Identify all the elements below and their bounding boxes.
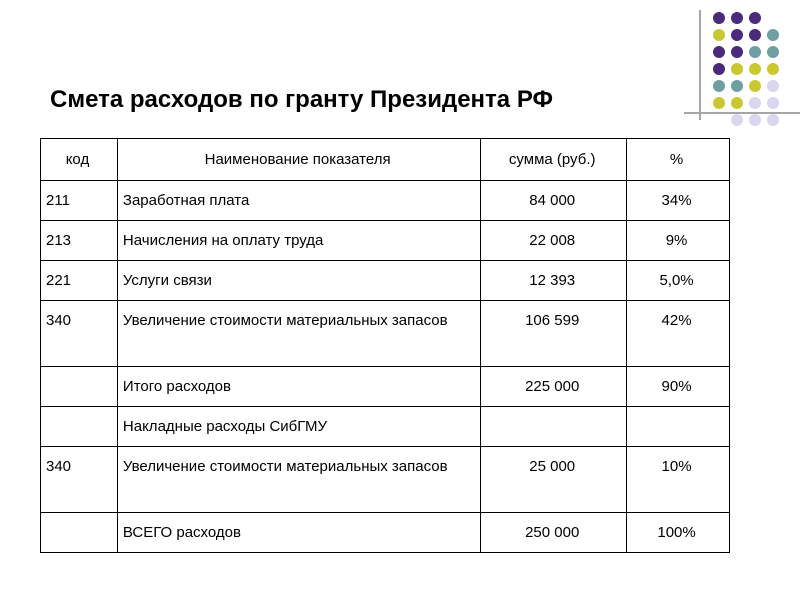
row-name: Увеличение стоимости материальных запасов: [117, 447, 480, 513]
decorative-horizontal-line: [684, 112, 800, 114]
decor-dot: [713, 63, 725, 75]
row-sum: 25 000: [481, 447, 627, 513]
table-row: [41, 301, 730, 367]
row-percent: 5,0%: [627, 261, 730, 301]
decor-dot: [713, 97, 725, 109]
row-code: [41, 407, 118, 447]
row-name: Заработная плата: [117, 181, 480, 221]
decor-dot: [767, 29, 779, 41]
decor-dot: [767, 97, 779, 109]
row-name: ВСЕГО расходов: [117, 513, 480, 553]
row-percent: 90%: [627, 367, 730, 407]
page-title: Смета расходов по гранту Президента РФ: [50, 86, 553, 113]
table-total-row: [41, 513, 730, 553]
row-sum: 12 393: [481, 261, 627, 301]
decor-dot: [767, 80, 779, 92]
row-name: Увеличение стоимости материальных запасов: [117, 301, 480, 367]
row-sum: 22 008: [481, 221, 627, 261]
decor-dot: [731, 12, 743, 24]
table-subtotal-row: [41, 367, 730, 407]
table-row: [41, 221, 730, 261]
row-name: Начисления на оплату труда: [117, 221, 480, 261]
header-name: Наименование показателя: [117, 139, 480, 181]
row-percent: 42%: [627, 301, 730, 367]
row-percent: 100%: [627, 513, 730, 553]
row-code: 340: [41, 447, 118, 513]
decor-dot: [713, 12, 725, 24]
row-code: 340: [41, 301, 118, 367]
decor-dot: [731, 29, 743, 41]
table-header-row: [41, 139, 730, 181]
row-percent: 10%: [627, 447, 730, 513]
table-row: [41, 407, 730, 447]
header-sum: сумма (руб.): [481, 139, 627, 181]
decor-dot: [749, 63, 761, 75]
decor-dot: [749, 114, 761, 126]
decorative-vertical-line: [699, 10, 701, 120]
decor-dot: [731, 80, 743, 92]
row-name: Накладные расходы СибГМУ: [117, 407, 480, 447]
row-code: [41, 367, 118, 407]
row-code: 213: [41, 221, 118, 261]
decor-dot: [731, 63, 743, 75]
decor-dot: [749, 29, 761, 41]
decor-dot: [731, 97, 743, 109]
row-sum: 84 000: [481, 181, 627, 221]
decor-dot: [731, 114, 743, 126]
row-name: Итого расходов: [117, 367, 480, 407]
header-code: код: [41, 139, 118, 181]
table-row: [41, 447, 730, 513]
decor-dot: [749, 97, 761, 109]
row-sum: 106 599: [481, 301, 627, 367]
row-code: 211: [41, 181, 118, 221]
decor-dot: [767, 114, 779, 126]
row-sum: [481, 407, 627, 447]
decor-dot: [713, 80, 725, 92]
row-percent: 9%: [627, 221, 730, 261]
row-sum: 225 000: [481, 367, 627, 407]
header-percent: %: [627, 139, 730, 181]
decor-dot: [731, 46, 743, 58]
row-name: Услуги связи: [117, 261, 480, 301]
decor-dot: [749, 12, 761, 24]
row-code: 221: [41, 261, 118, 301]
row-percent: 34%: [627, 181, 730, 221]
row-percent: [627, 407, 730, 447]
decor-dot: [767, 63, 779, 75]
row-sum: 250 000: [481, 513, 627, 553]
row-code: [41, 513, 118, 553]
decor-dot: [713, 29, 725, 41]
decor-dot: [749, 80, 761, 92]
table-row: [41, 181, 730, 221]
table-row: [41, 261, 730, 301]
decor-dot: [713, 46, 725, 58]
budget-table: [40, 138, 730, 553]
decor-dot: [767, 46, 779, 58]
decor-dot: [749, 46, 761, 58]
